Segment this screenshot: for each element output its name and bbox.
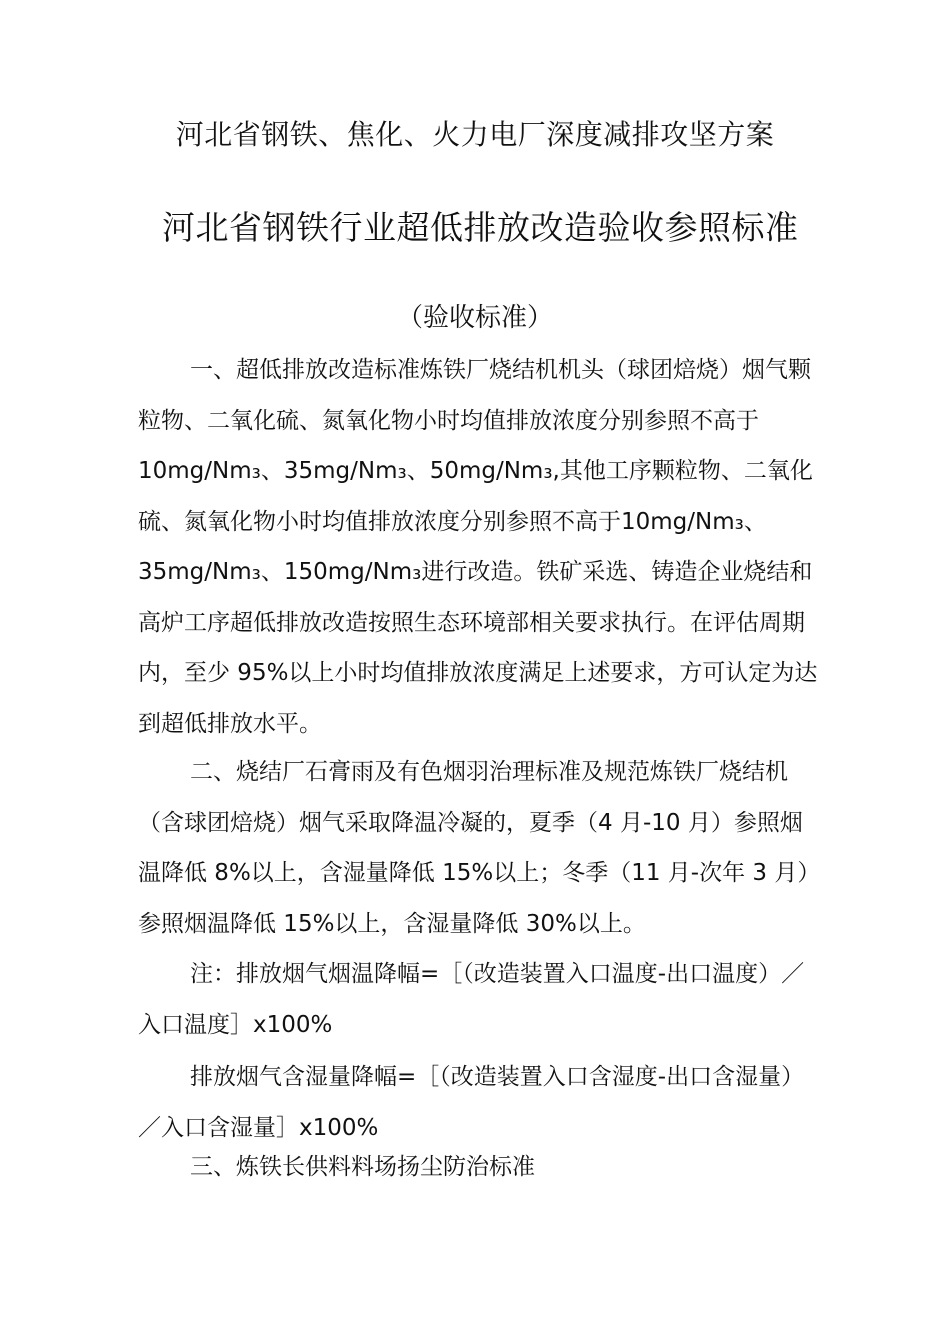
main-heading: 河北省钢铁行业超低排放改造验收参照标准	[162, 208, 799, 247]
document-title: 河北省钢铁、焦化、火力电厂深度减排攻坚方案	[175, 118, 775, 151]
section-heading-3: 三、炼铁长供料料场扬尘防治标准	[190, 1154, 535, 1180]
paragraph-standard-2: 二、烧结厂石膏雨及有色烟羽治理标准及规范炼铁厂烧结机（含球团焙烧）烟气采取降温冷凝的，夏季（4 月-10 月）参照烟温降低 8%以上，含湿量降低 15%以上；冬季（11 月-次年 3 月）参照烟温降低 15%以上，含湿量降低 30%以上。	[138, 759, 809, 937]
note-temperature-formula: 注：排放烟气烟温降幅=［（改造装置入口温度-出口温度）／入口温度］x100%	[138, 961, 805, 1038]
subtitle: （验收标准）	[396, 303, 553, 333]
note-humidity-formula: 排放烟气含湿量降幅=［（改造装置入口含湿度-出口含湿量）／入口含湿量］x100%	[138, 1064, 805, 1141]
paragraph-standard-1: 一、超低排放改造标准炼铁厂烧结机机头（球团焙烧）烟气颗粒物、二氧化硫、氮氧化物小时均值排放浓度分别参照不高于 10mg/Nm₃、35mg/Nm₃、50mg/Nm₃,其他工序颗粒物、二氧化硫、氮氧化物小时均值排放浓度分别参照不高于10mg/Nm₃、35mg/Nm₃、150mg/Nm₃进行改造。铁矿采选、铸造企业烧结和高炉工序超低排放改造按照生态环境部相关要求执行。在评估周期内，至少 95%以上小时均值排放浓度满足上述要求，方可认定为达到超低排放水平。	[138, 357, 818, 737]
